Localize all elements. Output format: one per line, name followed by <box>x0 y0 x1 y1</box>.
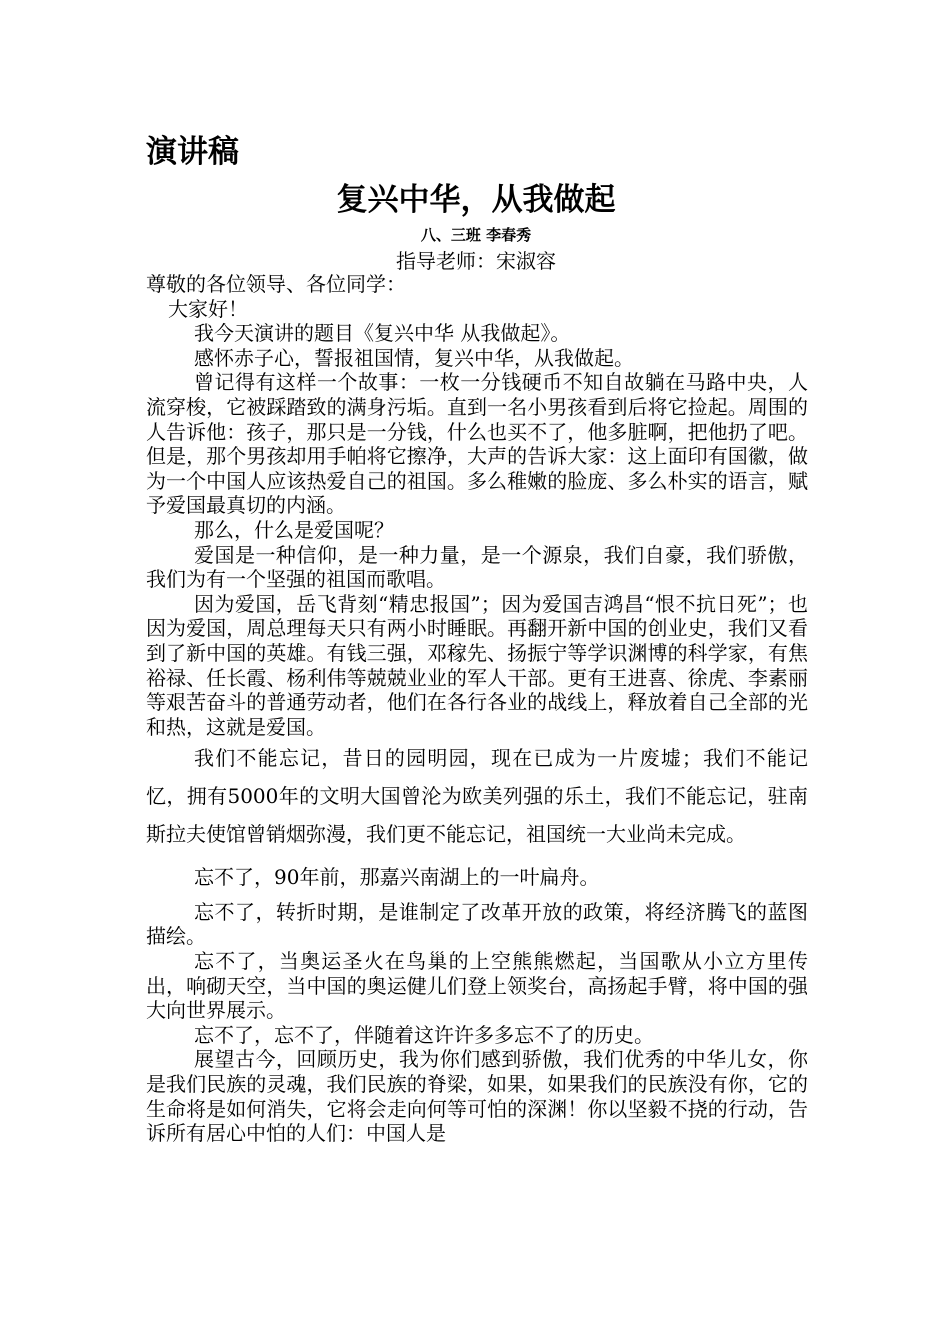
paragraph: 忘不了，当奥运圣火在鸟巢的上空熊熊燃起，当国歌从小立方里传出，响砌天空，当中国的奥运健儿们登上领奖台，高扬起手臂，将中国的强大向世界展示。 <box>146 949 808 1023</box>
paragraph: 忘不了，90年前，那嘉兴南湖上的一叶扁舟。 <box>194 865 600 890</box>
paragraph: 因为爱国，岳飞背刻“精忠报国”；因为爱国吉鸿昌“恨不抗日死”；也因为爱国，周总理每天只有两小时睡眠。再翻开新中国的创业史，我们又看到了新中国的英雄。有钱三强，邓稼先、扬振宁等学识渊博的科学家，有焦裕禄、任长霞、杨利伟等兢兢业业的军人干部。更有王进喜、徐虎、李素丽等艰苦奋斗的普通劳动者，他们在各行各业的战线上，释放着自己全部的光和热，这就是爱国。 <box>146 591 808 739</box>
paragraph: 爱国是一种信仰，是一种力量，是一个源泉，我们自豪，我们骄傲，我们为有一个坚强的祖国而歌唱。 <box>146 542 808 592</box>
paragraph: 忘不了，转折时期，是谁制定了改革开放的政策，将经济腾飞的蓝图描绘。 <box>146 899 808 949</box>
paragraph: 那么，什么是爱国呢？ <box>194 517 394 542</box>
salutation: 尊敬的各位领导、各位同学： <box>146 272 406 296</box>
paragraph: 感怀赤子心，誓报祖国情，复兴中华，从我做起。 <box>194 345 634 370</box>
paragraph: 我们不能忘记，昔日的园明园，现在已成为一片废墟；我们不能记忆，拥有5000年的文明大国曾沦为欧美列强的乐土，我们不能忘记，驻南斯拉夫使馆曾销烟弥漫，我们更不能忘记，祖国统一大业尚未完成。 <box>146 746 808 847</box>
speech-title: 复兴中华，从我做起 <box>336 182 616 218</box>
paragraph: 忘不了，忘不了，伴随着这许许多多忘不了的历史。 <box>194 1022 654 1047</box>
document-label: 演讲稿 <box>146 134 239 170</box>
speech-body <box>146 272 808 1146</box>
paragraph: 曾记得有这样一个故事：一枚一分钱硬币不知自故躺在马路中央，人流穿梭，它被踩踏致的满身污垢。直到一名小男孩看到后将它捡起。周围的人告诉他：孩子，那只是一分钱，什么也买不了，他多脏啊，把他扔了吧。但是，那个男孩却用手帕将它擦净，大声的告诉大家：这上面印有国徽，做为一个中国人应该热爱自己的祖国。多么稚嫩的脸庞、多么朴实的语言，赋予爱国最真切的内涵。 <box>146 370 808 518</box>
advisor-line: 指导老师：宋淑容 <box>396 249 556 273</box>
paragraph: 展望古今，回顾历史，我为你们感到骄傲，我们优秀的中华儿女，你是我们民族的灵魂，我们民族的脊梁，如果，如果我们的民族没有你，它的生命将是如何消失，它将会走向何等可怕的深渊！你以坚毅不挠的行动，告诉所有居心中怕的人们：中国人是 <box>146 1047 808 1146</box>
author-line: 八、三班 李春秀 <box>420 226 532 244</box>
paragraph: 我今天演讲的题目《复兴中华 从我做起》。 <box>194 321 571 346</box>
greeting: 大家好！ <box>168 296 248 321</box>
